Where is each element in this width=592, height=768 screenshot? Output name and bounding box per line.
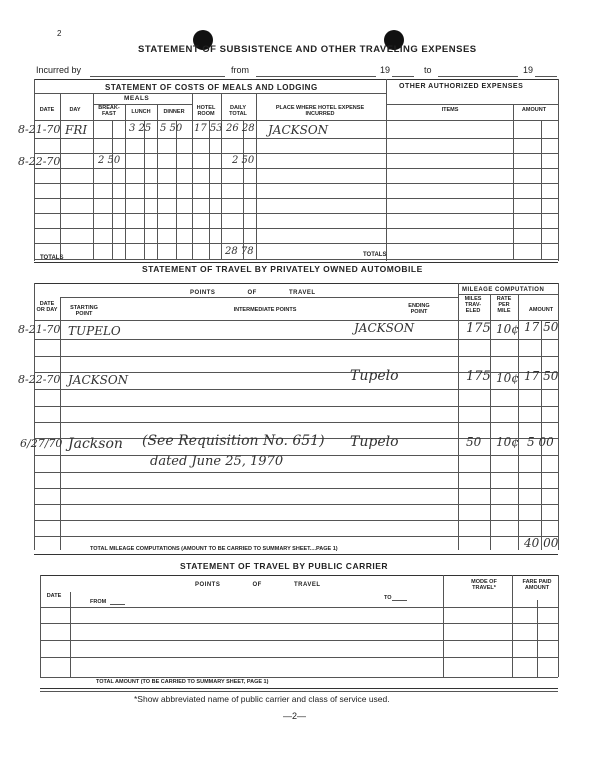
col-hotel: HOTEL ROOM (196, 105, 216, 117)
meal-row1-dinner: 5 50 (160, 123, 183, 134)
auto-row1-start: TUPELO (68, 324, 121, 338)
footnote: *Show abbreviated name of public carrier and class of service used. (134, 694, 390, 704)
auto-row1-end: JACKSON (354, 321, 415, 335)
incurred-by-line (90, 76, 225, 77)
meal-row1-lunch: 3 25 (129, 123, 152, 134)
year-line-2 (535, 76, 557, 77)
meal-row1-date: 8-21-70 (18, 123, 61, 136)
carrier-from-label: FROM (90, 599, 107, 605)
incurred-by-label: Incurred by (36, 65, 82, 75)
auto-row2-amount: 17 50 (524, 369, 559, 383)
auto-col-rate: RATE PER MILE (496, 296, 512, 314)
auto-col-inter: INTERMEDIATE POINTS (233, 307, 297, 313)
auto-col-date: DATE OR DAY (36, 301, 58, 313)
auto-points-label: POINTS OF TRAVEL (190, 290, 316, 296)
other-expenses-title: OTHER AUTHORIZED EXPENSES (399, 83, 524, 90)
carrier-col-mode: MODE OF TRAVEL* (471, 579, 497, 591)
auto-total-label: TOTAL MILEAGE COMPUTATIONS (AMOUNT TO BE CARRIED TO SUMMARY SHEET....PAGE 1) (90, 546, 338, 552)
col-place: PLACE WHERE HOTEL EXPENSE INCURRED (275, 105, 365, 117)
auto-row3-miles: 50 (466, 435, 482, 449)
meal-row2-breakfast: 2 50 (98, 155, 121, 166)
to-line (438, 76, 518, 77)
meal-row1-day: FRI (65, 123, 88, 137)
to-label: to (424, 65, 432, 75)
auto-row3-end: Tupelo (350, 434, 399, 450)
carrier-col-date: DATE (46, 593, 62, 599)
auto-col-end: ENDING POINT (408, 303, 430, 315)
page-number: —2— (283, 711, 307, 721)
from-line (256, 76, 376, 77)
col-breakfast: BREAK-FAST (98, 105, 120, 117)
col-day: DAY (69, 107, 81, 113)
auto-col-miles: MILES TRAV-ELED (464, 296, 482, 314)
auto-section-title: STATEMENT OF TRAVEL BY PRIVATELY OWNED AUTOMOBILE (142, 264, 423, 274)
auto-row2-miles: 175 (466, 369, 491, 384)
auto-row1-miles: 175 (466, 321, 491, 336)
auto-row2-date: 8-22-70 (18, 373, 61, 386)
auto-col-start: STARTING POINT (70, 305, 98, 317)
year-label-1: 19 (380, 65, 391, 75)
meal-total-daily: 28 78 (225, 246, 254, 257)
mileage-computation-label: MILEAGE COMPUTATION (462, 287, 545, 293)
col-amount: AMOUNT (521, 107, 547, 113)
auto-row2-start: JACKSON (68, 373, 129, 387)
auto-row3-date: 6/27/70 (20, 437, 63, 450)
auto-row1-rate: 10¢ (496, 322, 519, 336)
auto-row1-date: 8-21-70 (18, 323, 61, 336)
page-mark: 2 (57, 29, 62, 38)
meal-row1-hotel: 17 53 (194, 123, 223, 134)
auto-total-amount: 40 00 (524, 536, 559, 550)
auto-row3-rate: 10¢ (496, 435, 519, 449)
auto-row3-start: Jackson (68, 436, 123, 452)
form-title: STATEMENT OF SUBSISTENCE AND OTHER TRAVELING EXPENSES (138, 44, 477, 55)
totals-label: TOTALS (40, 255, 64, 261)
meal-row2-date: 8-22-70 (18, 155, 61, 168)
year-line-1 (392, 76, 414, 77)
auto-row3-inter-line2: dated June 25, 1970 (150, 454, 284, 469)
col-lunch: LUNCH (131, 109, 151, 115)
carrier-total-label: TOTAL AMOUNT (TO BE CARRIED TO SUMMARY SHEET, PAGE 1) (96, 679, 269, 685)
auto-row2-end: Tupelo (350, 368, 399, 384)
meal-row1-place: JACKSON (268, 123, 329, 137)
carrier-col-fare: FARE PAID AMOUNT (522, 579, 552, 591)
col-daily: DAILY TOTAL (229, 105, 247, 117)
meals-group-label: MEALS (124, 95, 150, 102)
year-label-2: 19 (523, 65, 534, 75)
meals-section-title: STATEMENT OF COSTS OF MEALS AND LODGING (105, 83, 318, 92)
carrier-section-title: STATEMENT OF TRAVEL BY PUBLIC CARRIER (180, 561, 389, 571)
auto-col-amount: AMOUNT (528, 307, 554, 313)
col-date: DATE (39, 107, 55, 113)
from-label: from (231, 65, 249, 75)
auto-row2-rate: 10¢ (496, 371, 519, 385)
auto-row1-amount: 17 50 (524, 320, 559, 334)
carrier-to-label: TO (384, 595, 392, 601)
col-items: ITEMS (441, 107, 459, 113)
col-dinner: DINNER (163, 109, 185, 115)
totals-label-2: TOTALS (363, 252, 387, 258)
carrier-points-label: POINTS OF TRAVEL (195, 582, 321, 588)
auto-row3-amount: 5 00 (527, 435, 554, 449)
meal-row1-daily: 26 28 (226, 123, 255, 134)
meal-row2-daily: 2 50 (232, 155, 255, 166)
auto-row3-inter-line1: (See Requisition No. 651) (142, 433, 325, 449)
